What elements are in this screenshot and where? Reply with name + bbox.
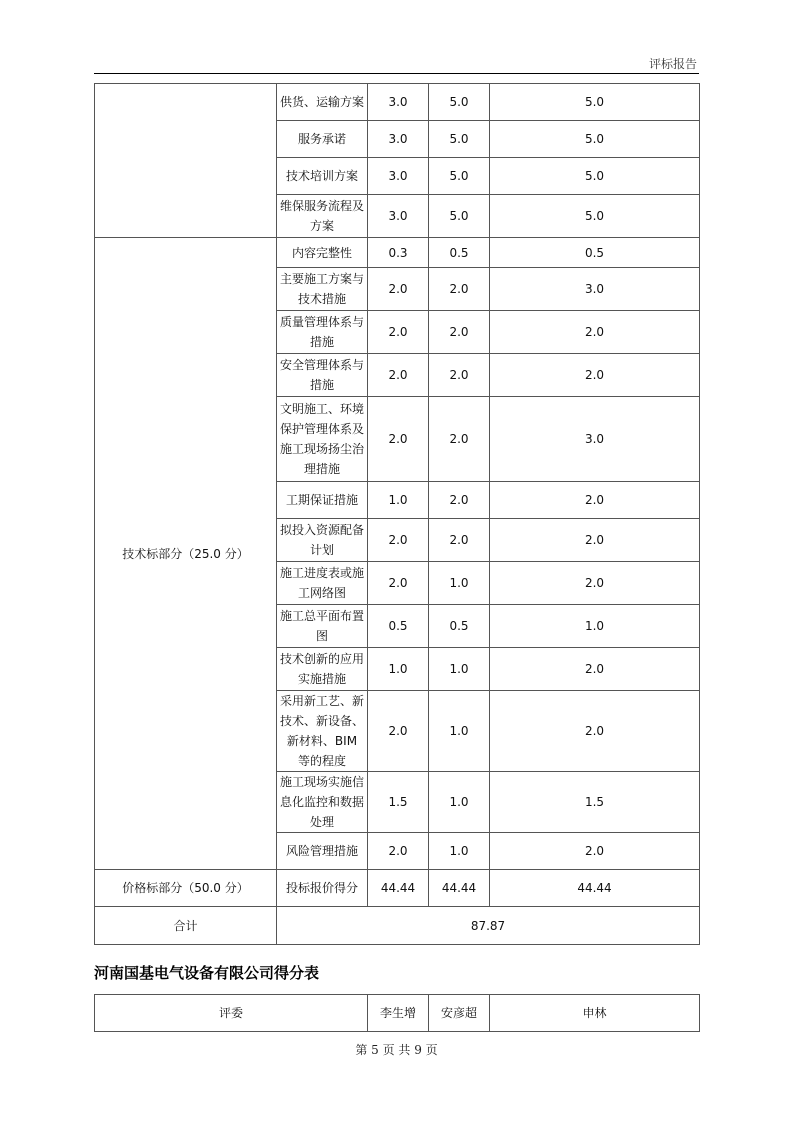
score-cell: 2.0 [368, 397, 429, 482]
item-cell: 服务承诺 [277, 121, 368, 158]
item-cell: 文明施工、环境保护管理体系及施工现场扬尘治理措施 [277, 397, 368, 482]
score-cell: 5.0 [429, 121, 490, 158]
score-cell: 1.0 [429, 648, 490, 691]
table-row [95, 238, 700, 268]
score-cell: 5.0 [490, 84, 700, 121]
header-rule [94, 73, 699, 74]
score-cell: 5.0 [429, 158, 490, 195]
score-cell: 2.0 [490, 519, 700, 562]
category-cell [95, 84, 277, 238]
score-cell: 5.0 [490, 121, 700, 158]
category-cell: 价格标部分（50.0 分） [95, 870, 277, 907]
score-cell: 2.0 [490, 562, 700, 605]
table-row [95, 870, 700, 907]
score-cell: 3.0 [490, 397, 700, 482]
score-cell: 2.0 [490, 311, 700, 354]
item-cell: 技术创新的应用实施措施 [277, 648, 368, 691]
score-cell: 2.0 [368, 562, 429, 605]
score-cell: 2.0 [429, 354, 490, 397]
score-cell: 3.0 [368, 84, 429, 121]
score-cell: 1.0 [429, 833, 490, 870]
score-cell: 5.0 [429, 84, 490, 121]
total-value-cell: 87.87 [277, 907, 700, 945]
score-cell: 44.44 [429, 870, 490, 907]
category-cell: 技术标部分（25.0 分） [95, 238, 277, 870]
score-cell: 5.0 [429, 195, 490, 238]
item-cell: 主要施工方案与技术措施 [277, 268, 368, 311]
score-cell: 2.0 [429, 268, 490, 311]
item-cell: 施工进度表或施工网络图 [277, 562, 368, 605]
score-cell: 1.0 [429, 691, 490, 772]
table-row [95, 84, 700, 121]
item-cell: 供货、运输方案 [277, 84, 368, 121]
page-footer: 第 5 页 共 9 页 [355, 1043, 438, 1057]
judge-name-cell: 李生增 [368, 995, 429, 1032]
score-cell: 0.5 [368, 605, 429, 648]
score-cell: 5.0 [490, 158, 700, 195]
item-cell: 质量管理体系与措施 [277, 311, 368, 354]
score-cell: 3.0 [368, 195, 429, 238]
score-cell: 3.0 [368, 158, 429, 195]
score-cell: 2.0 [490, 691, 700, 772]
judges-table [94, 994, 700, 1032]
item-cell: 内容完整性 [277, 238, 368, 268]
item-cell: 投标报价得分 [277, 870, 368, 907]
score-cell: 2.0 [429, 482, 490, 519]
score-cell: 2.0 [429, 397, 490, 482]
score-cell: 1.0 [368, 482, 429, 519]
score-cell: 0.5 [490, 238, 700, 268]
item-cell: 施工现场实施信息化监控和数据处理 [277, 772, 368, 833]
score-cell: 2.0 [490, 354, 700, 397]
judge-name-cell: 安彦超 [429, 995, 490, 1032]
score-cell: 2.0 [368, 268, 429, 311]
judges-label-cell: 评委 [95, 995, 368, 1032]
company-score-title: 河南国基电气设备有限公司得分表 [94, 964, 320, 982]
report-header-label: 评标报告 [648, 57, 697, 71]
score-cell: 3.0 [490, 268, 700, 311]
score-cell: 2.0 [490, 833, 700, 870]
total-row [95, 907, 700, 945]
score-cell: 1.0 [429, 772, 490, 833]
score-cell: 1.5 [368, 772, 429, 833]
score-cell: 2.0 [490, 482, 700, 519]
item-cell: 工期保证措施 [277, 482, 368, 519]
score-cell: 1.0 [429, 562, 490, 605]
item-cell: 维保服务流程及方案 [277, 195, 368, 238]
score-cell: 2.0 [429, 311, 490, 354]
judge-name-cell: 申林 [490, 995, 700, 1032]
score-cell: 0.3 [368, 238, 429, 268]
item-cell: 技术培训方案 [277, 158, 368, 195]
item-cell: 施工总平面布置图 [277, 605, 368, 648]
score-cell: 2.0 [368, 354, 429, 397]
score-cell: 1.0 [490, 605, 700, 648]
score-cell: 0.5 [429, 605, 490, 648]
score-cell: 2.0 [368, 311, 429, 354]
score-cell: 2.0 [490, 648, 700, 691]
score-cell: 1.0 [368, 648, 429, 691]
score-cell: 2.0 [429, 519, 490, 562]
item-cell: 风险管理措施 [277, 833, 368, 870]
item-cell: 拟投入资源配备计划 [277, 519, 368, 562]
score-cell: 44.44 [490, 870, 700, 907]
score-cell: 44.44 [368, 870, 429, 907]
score-table [94, 83, 700, 945]
total-label-cell: 合计 [95, 907, 277, 945]
score-cell: 2.0 [368, 833, 429, 870]
score-cell: 0.5 [429, 238, 490, 268]
score-cell: 3.0 [368, 121, 429, 158]
score-cell: 1.5 [490, 772, 700, 833]
item-cell: 采用新工艺、新技术、新设备、新材料、BIM 等的程度 [277, 691, 368, 772]
score-cell: 2.0 [368, 691, 429, 772]
judges-row [95, 995, 700, 1032]
score-cell: 5.0 [490, 195, 700, 238]
item-cell: 安全管理体系与措施 [277, 354, 368, 397]
score-cell: 2.0 [368, 519, 429, 562]
